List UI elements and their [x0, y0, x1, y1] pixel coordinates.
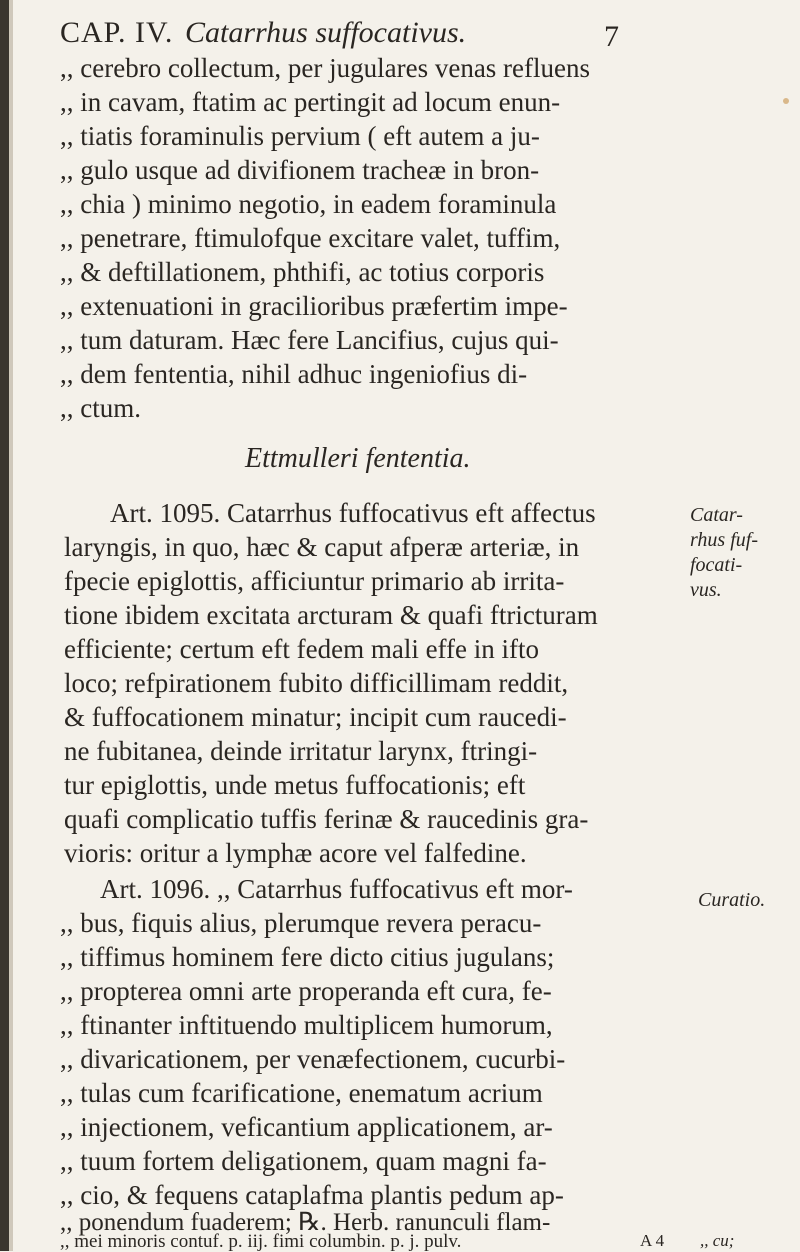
- section-title: Ettmulleri fententia.: [245, 443, 471, 474]
- margin-note-curatio: Curatio.: [698, 889, 766, 911]
- text-line: ne fubitanea, deinde irritatur larynx, ftringi-: [64, 736, 538, 766]
- text-line: loco; refpirationem fubito difficillimam reddit,: [64, 668, 569, 698]
- margin-note-line: Catar-: [690, 504, 743, 526]
- text-line: ,, tiatis foraminulis pervium ( eft autem a ju-: [60, 121, 540, 151]
- text-line: efficiente; certum eft fedem mali effe in ifto: [64, 634, 540, 664]
- text-line: quafi complicatio tuffis ferinæ & raucedinis gra-: [64, 804, 589, 834]
- text-line: ,, & deftillationem, phthifi, ac totius corporis: [60, 257, 545, 287]
- text-line: ,, tuum fortem deligationem, quam magni fa-: [60, 1146, 547, 1176]
- page-edge-highlight: [9, 0, 13, 1251]
- text-line: vioris: oritur a lymphæ acore vel falfedine.: [64, 838, 527, 868]
- text-line: & fuffocationem minatur; incipit cum raucedi-: [64, 702, 567, 732]
- text-line: ,, mei minoris contuf. p. iij. fimi columbin. p. j. pulv.: [60, 1231, 462, 1252]
- text-line: ,, gulo usque ad divifionem tracheæ in bron-: [60, 155, 540, 185]
- text-line: ,, extenuationi in gracilioribus præfertim impe-: [60, 291, 568, 321]
- text-line: ,, propterea omni arte properanda eft cura, fe-: [60, 976, 552, 1006]
- text-line: Art. 1096. ,, Catarrhus fuffocativus eft mor-: [100, 874, 573, 904]
- text-line: ,, cerebro collectum, per jugulares venas refluens: [60, 53, 591, 83]
- text-line: Art. 1095. Catarrhus fuffocativus eft affectus: [110, 498, 596, 528]
- text-line: tur epiglottis, unde metus fuffocationis; eft: [64, 770, 526, 800]
- text-line: laryngis, in quo, hæc & caput afperæ arteriæ, in: [64, 532, 580, 562]
- catchword: ,, cu;: [700, 1231, 735, 1250]
- page-edge-shadow: [0, 0, 9, 1251]
- text-line: ,, cio, & fequens cataplafma plantis pedum ap-: [60, 1180, 564, 1210]
- text-line: ,, divaricationem, per venæfectionem, cucurbi-: [60, 1044, 566, 1074]
- text-line: ,, ftinanter inftituendo multiplicem humorum,: [60, 1010, 553, 1040]
- text-line: ,, ponendum fuaderem; ℞. Herb. ranunculi flam-: [60, 1209, 551, 1236]
- text-line: tione ibidem excitata arcturam & quafi ftricturam: [64, 600, 598, 630]
- text-line: ,, tiffimus hominem fere dicto citius jugulans;: [60, 942, 555, 972]
- text-line: ,, injectionem, veficantium applicationem, ar-: [60, 1112, 553, 1142]
- paper-stain: [783, 98, 789, 104]
- margin-note-line: rhus fuf-: [690, 529, 758, 551]
- text-line: ,, penetrare, ftimulofque excitare valet, tuffim,: [60, 223, 561, 253]
- margin-note-line: focati-: [690, 554, 743, 576]
- text-line: ,, ctum.: [60, 393, 141, 423]
- text-line: fpecie epiglottis, afficiuntur primario ab irrita-: [64, 566, 565, 596]
- page-number: 7: [604, 20, 619, 53]
- margin-note-line: vus.: [690, 579, 722, 601]
- chapter-heading: CAP. IV.: [60, 16, 174, 49]
- signature-mark: A 4: [640, 1231, 665, 1250]
- text-line: ,, bus, fiquis alius, plerumque revera peracu-: [60, 908, 542, 938]
- running-title: Catarrhus suffocativus.: [185, 16, 467, 49]
- text-line: ,, tulas cum fcarificatione, enematum acrium: [60, 1078, 543, 1108]
- text-line: ,, in cavam, ftatim ac pertingit ad locum enun-: [60, 87, 561, 117]
- text-line: ,, dem fententia, nihil adhuc ingeniofius di-: [60, 359, 528, 389]
- text-line: ,, chia ) minimo negotio, in eadem foraminula: [60, 189, 557, 219]
- text-line: ,, tum daturam. Hæc fere Lancifius, cujus qui-: [60, 325, 559, 355]
